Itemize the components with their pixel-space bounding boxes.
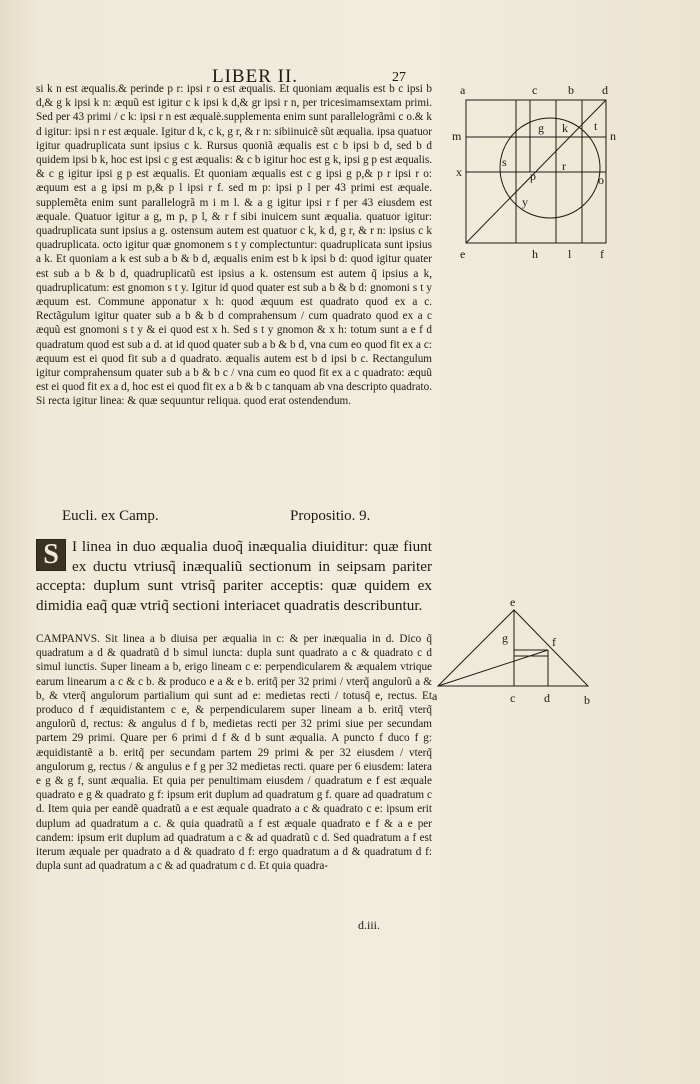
figure2-labels (432, 595, 590, 707)
label-x: x (456, 165, 462, 179)
subheading-source: Eucli. ex Camp. (62, 508, 159, 524)
label-y: y (522, 195, 528, 209)
label-c: c (510, 691, 516, 705)
label-g: g (538, 121, 544, 135)
text-block-campanus (36, 632, 432, 873)
label-k: k (562, 121, 568, 135)
label-g: g (502, 631, 508, 645)
text-block-proof (36, 82, 432, 409)
label-n: n (610, 129, 616, 143)
label-t: t (594, 119, 598, 133)
figure-triangle-diagram (430, 594, 610, 714)
decorated-initial: S (36, 539, 66, 571)
proof-paragraph: si k n est æqualis.& perinde p r: ipsi r o est æqualis. Et quoniam æqualis est b c ipsi b d,& g k ipsi k n: æquũ est igitur c k ipsi k d,& gr ipsi r n, per tricesimamsextam primi. Sed per 43 primi / c k: ipsi r n est æqualè.supplementa enim sunt parallelogrãmi c o.& k d igitur: ipsi n r est æquale. Igitur d k, c k, g r, & r n: sibiinuicẽ sũt æqualia. ipsa quatuor igitur quadruplicata sunt ipsius c k. Rursus quoniã æqualis est c b ipsi b d, sed b d quidem ipsi b k, hoc est ipsi c g est æqualis: & c b igitur hoc est g k, ipsi g p est æqualis. & c g igitur ipsi g p est æqualis. Et quoniam æqualis est c g ipsi g p,& p r ipsi r o: æquum est a g ipsi m p,& p l ipsi r f. sed m p: ipsi p l per 43 primi est æquale. supplemẽta enim sunt parallelogrã m i m l. & a g igitur ipsi r f per 43 eiusdem est æquale. Quatuor igitur a g, m p, p l, & r f sibi inuicem sunt æqualia. quatuor igitur: quadruplicata sunt ipsius a g. ostensum autem est quatuor c k, k d, g r, & r n: ipsius c k quadruplicata. octo igitur quæ gnomonem s t y complectuntur: quadruplicata sunt ipsius a k. Et quoniam a k est sub a b & b d, æqualis enim est b k ipsi b d: quod igitur quater est sub a b & b d, quadruplicatũ est ipsius a k. ostensum est autem q̃ ipsius a k, quadruplicatum: est gnomon s t y. Igitur id quod quater est sub a b & b d: gnomoni s t y æquum est. Commune apponatur x h: quod æquum est quadrato quod ex a c. Rectãgulum igitur quater sub a b & b d comprahensum / cum quadrato quod ex a c æquũ est gnomoni s t y & ei quod est x h. Sed s t y gnomon & x h: totum sunt a e f d quadratum quod est sub a d. at id quod quater sub a b & b d, vna cum eo quod fit ex a c: æquum est ei quod fit sub a d quadrato. æqualis autem est b d ipsi b c. Rectangulum igitur comprahensum quater sub a b & b c / vna cum eo quod fit ex a c quadrato: æquũ est ei quod fit ex a d, hoc est ei quod fit ex a b & b c tanquam ab vna descripto quadrato. Si recta igitur linea: & quæ sequuntur reliqua. quod erat ostendendum. (36, 83, 432, 408)
campanus-paragraph: CAMPANVS. Sit linea a b diuisa per æqualia in c: & per inæqualia in d. Dico q̃ quadratum a d & quadratũ d b simul iuncta: dupla sunt quadrato a c & quadrato c d simul iunctis. Super lineam a b, erigo lineam c e: perpendicularem & æqualem vtrique earum linearum a c & c b. & produco e a & e b. eritq̃ per 32 primi / vterq̃ angulorũ a & b, & vterq̃ angulorum partialium qui sunt ad e: medietas recti / totusq̃ e, rectus. Et produco d f æquidistantem c e, & perpendicularem super lineam a b. eritq̃ vterq̃ angulorũ d, rectus: & angulus d f b, medietas recti per 32 primi siue per secundam partem 29 primi. Quare per 6 primi d f & d b sunt æqualia. A puncto f duco f g: æquidistantẽ a b. eritq̃ per secundam partem 29 primi & per 32 eiusdem / vterq̃ angulorum g, rectus / & angulus e f g per 32 medietas recti. quare per 6 eiusdem: latera e g & g f, sunt æqualia. Et quia per penultimam eiusdem / quadratum e f est æquale quadrato e g & quadrato g f: ipsum erit duplum ad quadratum g f. quare ad quadratum c d. Item quia per eandẽ quadratũ a e est æquale quadrato a c & quadrato c e: ipsum erit duplum ad quadratum a c. & quia quadratũ a f est æquale quadrato e f & a e per candem: ipsum erit duplum ad quadratum a c & ad quadratũ c d. Sed quadratum a f est iterum æquale per quadrato a d & quadrato d f: ergo quadratum a d & quadratum d f: dupla sunt ad quadratum a c & ad quadratum c d. Et quia quadra- (36, 633, 432, 873)
label-e: e (510, 595, 516, 609)
triangle-aeb (438, 610, 588, 686)
label-f: f (600, 247, 604, 261)
line-af (438, 650, 548, 686)
label-o: o (598, 173, 604, 187)
signature-mark: d.iii. (358, 918, 381, 932)
label-r: r (562, 159, 566, 173)
label-f: f (552, 635, 556, 649)
label-h: h (532, 247, 538, 261)
label-b: b (568, 83, 574, 97)
label-d: d (544, 691, 550, 705)
label-m: m (452, 129, 462, 143)
enunciation-text: I linea in duo æqualia duoq̃ inæqualia diuiditur: quæ fiunt ex ductu vtriusq̃ inæqualiũ sectionum in seipsam pariter accepta: duplum sunt vtrisq̃ pariter acceptis: quæ quidem ex dimidia eaq̃ quæ vtriq̃ sectioni interiacet quadratis describuntur. (36, 538, 432, 614)
label-l: l (568, 247, 572, 261)
label-a: a (460, 83, 466, 97)
gnomon-arc (500, 118, 600, 218)
label-c: c (532, 83, 538, 97)
label-d: d (602, 83, 608, 97)
label-a: a (432, 689, 438, 703)
running-head: LIBER II. (212, 66, 299, 87)
label-b: b (584, 693, 590, 707)
label-e: e (460, 247, 466, 261)
proposition-enunciation (36, 537, 432, 615)
label-p: p (530, 169, 536, 183)
page-number: 27 (392, 70, 406, 85)
label-s: s (502, 155, 507, 169)
subheading-proposition: Propositio. 9. (290, 508, 371, 524)
figure-square-diagram (450, 80, 630, 270)
